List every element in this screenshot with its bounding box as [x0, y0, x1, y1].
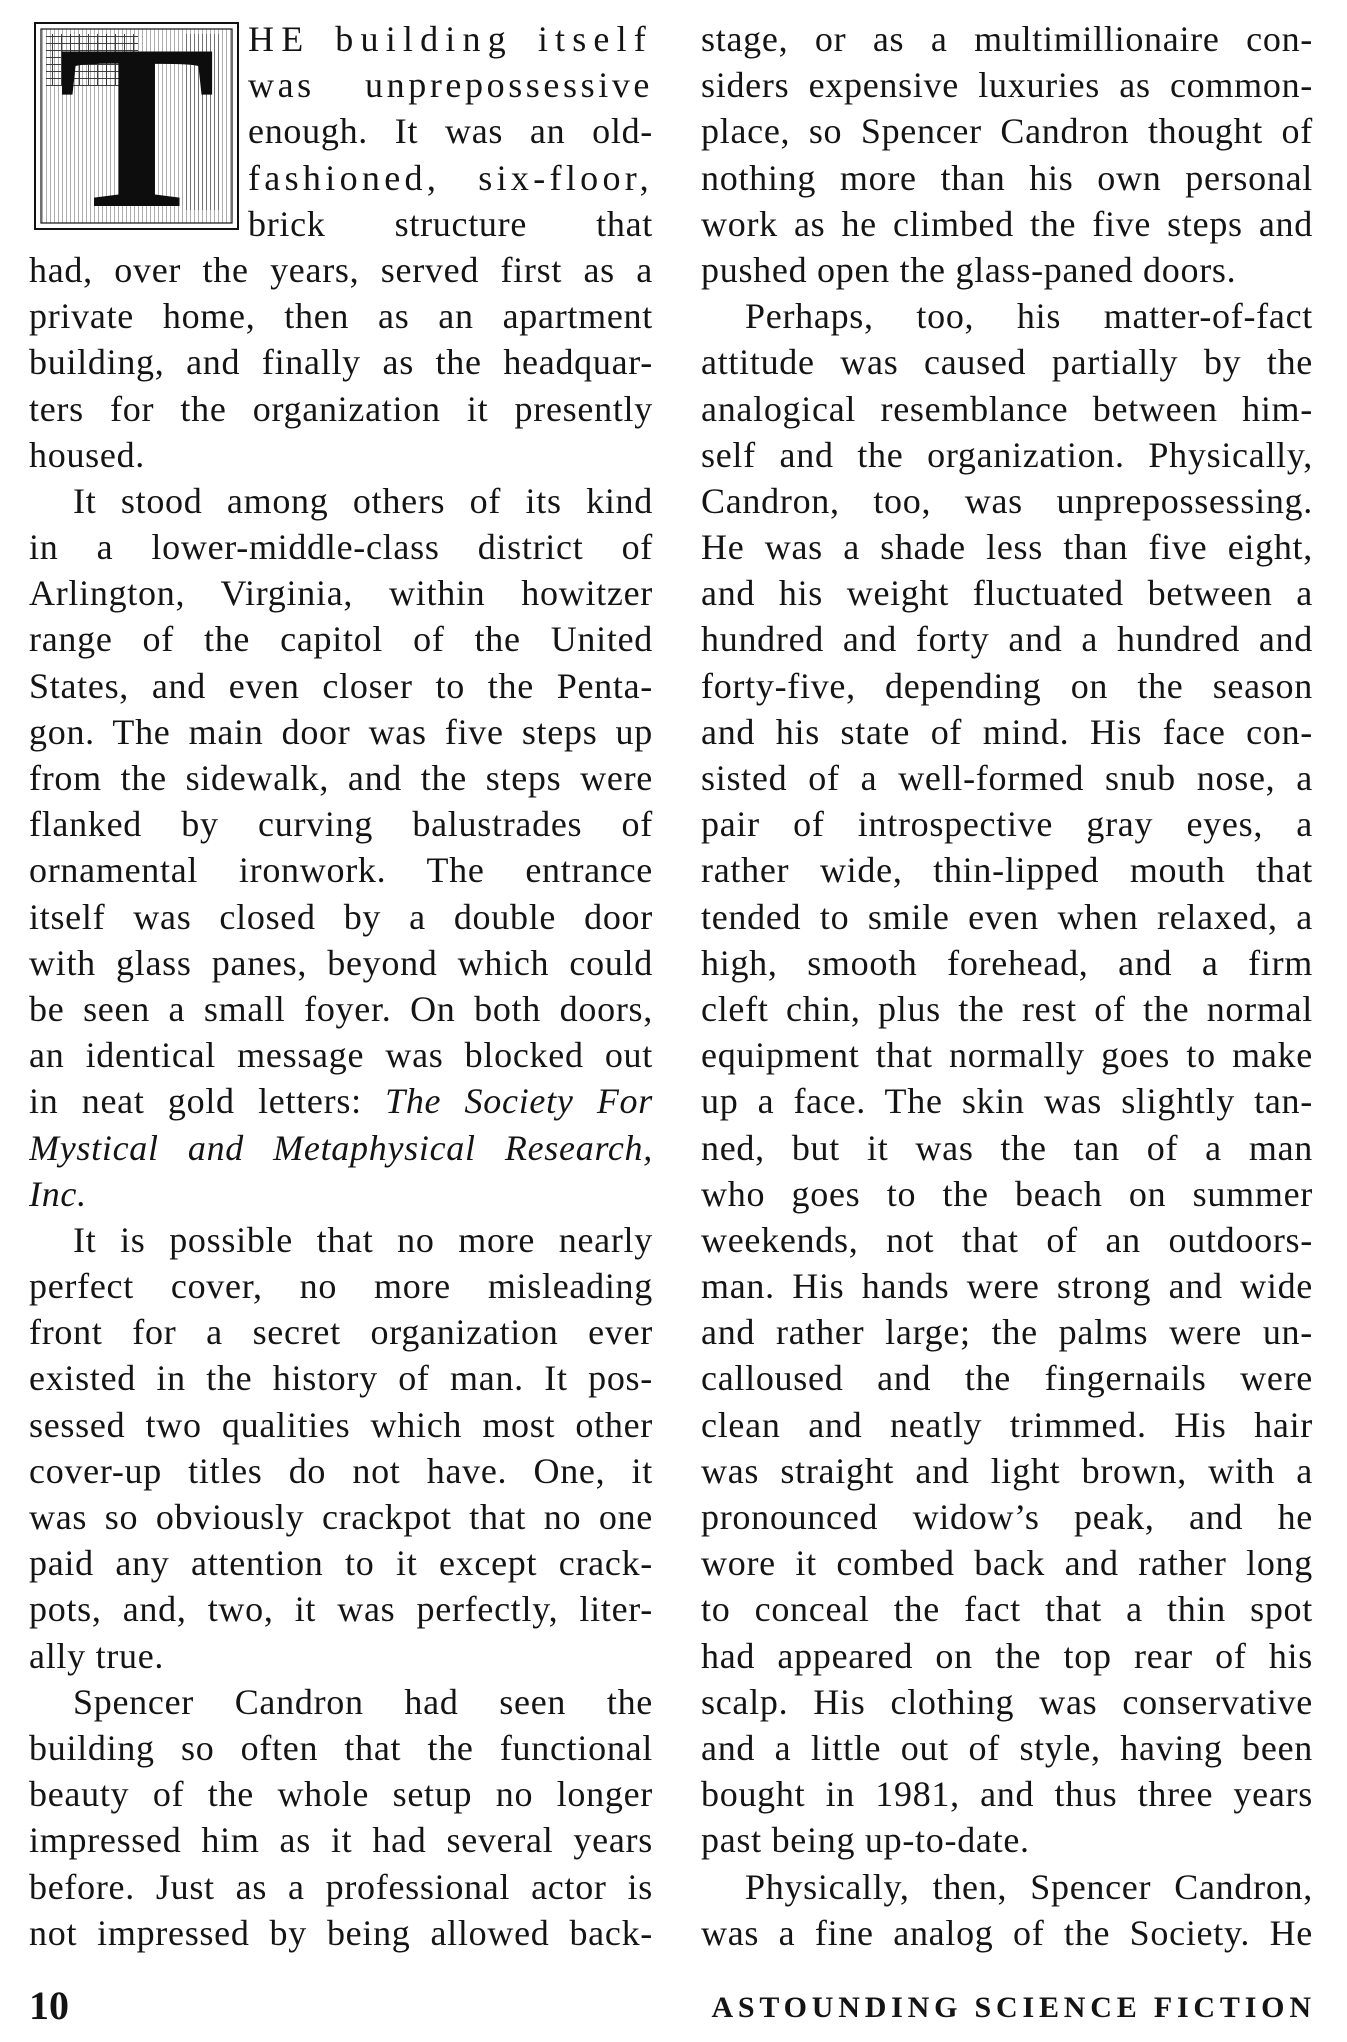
text-line: gon. The main door was five steps up — [29, 711, 653, 752]
text-line: before. Just as a professional actor is — [29, 1866, 653, 1907]
text-line: ters for the organization it presently — [29, 388, 653, 429]
text-line: itself was closed by a double door — [29, 896, 653, 937]
text-line: weekends, not that of an outdoors- — [701, 1219, 1313, 1260]
society-name-italic: The Society For — [385, 1081, 653, 1122]
text-line: HE building itself — [248, 19, 653, 59]
text-line: and rather large; the palms were un- — [701, 1312, 1313, 1353]
text-line: in a lower-middle-class district of — [29, 527, 653, 568]
text-line: pair of introspective gray eyes, a — [701, 804, 1313, 845]
text-line: It stood among others of its kind — [73, 480, 653, 521]
text-line: tended to smile even when relaxed, a — [701, 896, 1313, 937]
text-line: Physically, then, Spencer Candron, — [745, 1866, 1313, 1907]
text-line: Spencer Candron had seen the — [73, 1681, 653, 1722]
text-line: to conceal the fact that a thin spot — [701, 1589, 1313, 1630]
text-line: impressed him as it had several years — [29, 1820, 653, 1861]
text-line: past being up-to-date. — [701, 1820, 1030, 1861]
text-line — [29, 1078, 653, 1124]
text-line: siders expensive luxuries as common- — [701, 65, 1313, 106]
right-column — [701, 16, 1313, 1956]
text-line: stage, or as a multimillionaire con- — [701, 19, 1313, 59]
text-line: be seen a small foyer. On both doors, — [29, 988, 653, 1029]
text-line: brick structure that — [248, 203, 653, 244]
society-name-italic: Mystical and Metaphysical Research, — [29, 1127, 653, 1168]
text-line: existed in the history of man. It pos- — [29, 1358, 653, 1399]
text-line: had appeared on the top rear of his — [701, 1635, 1313, 1676]
text-line: was so obviously crackpot that no one — [29, 1497, 653, 1537]
text-line: Perhaps, too, his matter-of-fact — [745, 296, 1313, 337]
text-line: clean and neatly trimmed. His hair — [701, 1404, 1313, 1445]
text-line: scalp. His clothing was conservative — [701, 1681, 1313, 1722]
text-line: Candron, too, was unprepossessing. — [701, 480, 1313, 521]
text-line: ned, but it was the tan of a man — [701, 1127, 1313, 1168]
text-line: forty-five, depending on the season — [701, 665, 1313, 706]
text-line: ally true. — [29, 1635, 165, 1676]
text-line: had, over the years, served first as a — [29, 249, 653, 290]
text-line: not impressed by being allowed back- — [29, 1912, 653, 1953]
text-line: and his state of mind. His face con- — [701, 711, 1313, 752]
text-line: rather wide, thin-lipped mouth that — [701, 850, 1313, 891]
text-line: equipment that normally goes to make — [701, 1035, 1313, 1076]
paragraph — [29, 1679, 653, 1956]
text-line: housed. — [29, 434, 146, 475]
text-line: pots, and, two, it was perfectly, liter- — [29, 1589, 653, 1630]
text-line: analogical resemblance between him- — [701, 388, 1313, 429]
text-line: who goes to the beach on summer — [701, 1173, 1313, 1214]
text-line: perfect cover, no more misleading — [29, 1266, 653, 1307]
text-line: range of the capitol of the United — [29, 619, 653, 660]
text-line: work as he climbed the five steps and — [701, 203, 1313, 244]
paragraph — [701, 16, 1313, 293]
text-line: cover-up titles do not have. One, it — [29, 1450, 653, 1491]
text-line: calloused and the fingernails were — [701, 1358, 1313, 1399]
text-line: sisted of a well-formed snub nose, a — [701, 758, 1313, 798]
text-line: high, smooth forehead, and a firm — [701, 942, 1313, 983]
text-line: Arlington, Virginia, within howitzer — [29, 573, 653, 614]
text-line: paid any attention to it except crack- — [29, 1543, 653, 1584]
text-line: and his weight fluctuated between a — [701, 573, 1313, 614]
text-line: ornamental ironwork. The entrance — [29, 850, 653, 891]
text-line: flanked by curving balustrades of — [29, 804, 653, 845]
text-line: building, and finally as the headquar- — [29, 342, 653, 383]
page-number: 10 — [29, 1983, 69, 2028]
text-line: from the sidewalk, and the steps were — [29, 758, 653, 798]
text-line: an identical message was blocked out — [29, 1035, 653, 1076]
text-line: attitude was caused partially by the — [701, 342, 1313, 383]
drop-cap-ornament — [34, 22, 239, 230]
text-line: front for a secret organization ever — [29, 1312, 653, 1353]
paragraph — [29, 1217, 653, 1679]
paragraph — [701, 1864, 1313, 1956]
drop-cap-letter: T — [58, 22, 216, 230]
text-line: sessed two qualities which most other — [29, 1404, 653, 1445]
text-line: private home, then as an apartment — [29, 296, 653, 337]
text-line: was a fine analog of the Society. He — [701, 1912, 1313, 1953]
text-line: man. His hands were strong and wide — [701, 1266, 1313, 1307]
text-line: It is possible that no more nearly — [73, 1219, 653, 1260]
society-name-italic: Inc. — [29, 1173, 87, 1214]
paragraph — [701, 293, 1313, 1863]
text-line: enough. It was an old- — [248, 111, 653, 152]
text-line: and a little out of style, having been — [701, 1727, 1313, 1768]
text-line: nothing more than his own personal — [701, 157, 1313, 198]
text-line: place, so Spencer Candron thought of — [701, 111, 1313, 152]
text-line: wore it combed back and rather long — [701, 1543, 1313, 1584]
text-line: cleft chin, plus the rest of the normal — [701, 988, 1313, 1029]
text-line: He was a shade less than five eight, — [701, 527, 1313, 568]
left-column — [29, 16, 653, 1956]
text-line: with glass panes, beyond which could — [29, 942, 653, 983]
text-line: up a face. The skin was slightly tan- — [701, 1081, 1313, 1122]
text-line: bought in 1981, and thus three years — [701, 1774, 1313, 1815]
text-line: hundred and forty and a hundred and — [701, 619, 1313, 660]
text-line: fashioned, six-floor, — [248, 157, 653, 198]
text-line: pronounced widow’s peak, and he — [701, 1497, 1313, 1537]
running-footer-title: ASTOUNDING SCIENCE FICTION — [711, 1991, 1316, 2024]
text-line: beauty of the whole setup no longer — [29, 1774, 653, 1815]
text-line: pushed open the glass-paned doors. — [701, 249, 1237, 290]
text-line: was straight and light brown, with a — [701, 1450, 1313, 1491]
text-line: self and the organization. Physically, — [701, 434, 1313, 475]
text-line: building so often that the functional — [29, 1727, 653, 1768]
text-line: States, and even closer to the Penta- — [29, 665, 653, 706]
line-roman-segment: in neat gold letters: — [29, 1081, 386, 1122]
text-line: was unprepossessive — [248, 65, 653, 106]
paragraph — [29, 478, 653, 1217]
drop-cap-initial — [34, 22, 239, 230]
